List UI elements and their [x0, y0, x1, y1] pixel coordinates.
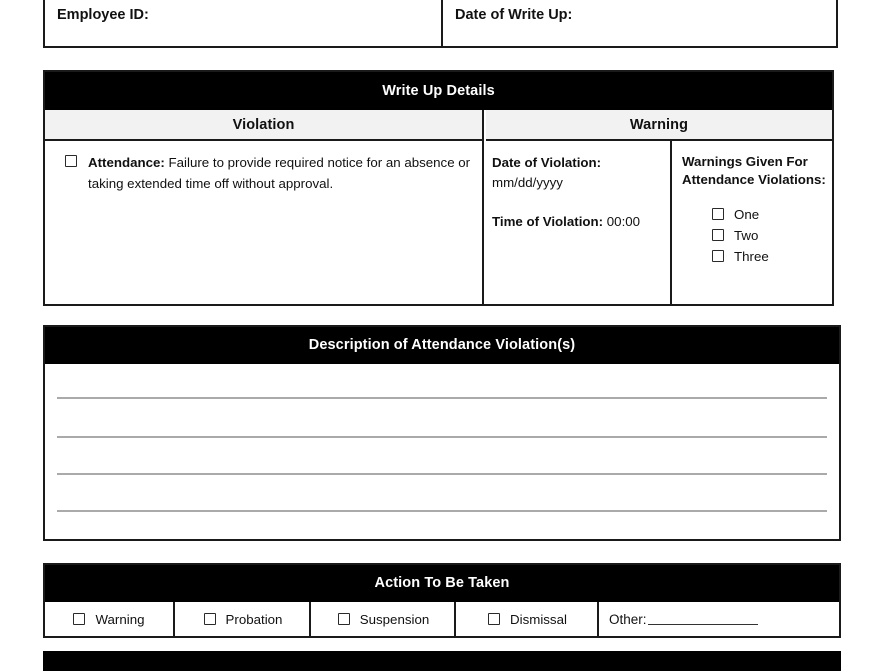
- warning-count-two-checkbox[interactable]: [712, 229, 724, 241]
- action-other-label: Other:: [609, 611, 647, 627]
- warning-count-one-checkbox[interactable]: [712, 208, 724, 220]
- description-writing-area[interactable]: [45, 364, 839, 539]
- employee-identity-table: [43, 0, 838, 48]
- action-suspension-checkbox[interactable]: [338, 613, 350, 625]
- action-options-row: [45, 602, 839, 636]
- write-up-details-body: [45, 141, 832, 304]
- write-up-details-header: Write Up Details: [45, 72, 832, 110]
- description-rule-line: [57, 473, 827, 475]
- violation-datetime-content: [486, 141, 670, 232]
- time-of-violation-label: Time of Violation:: [492, 213, 604, 229]
- warnings-count-options: [682, 207, 826, 264]
- date-of-violation-label: Date of Violation:: [492, 155, 602, 170]
- time-of-violation-row: [492, 212, 662, 232]
- warning-count-option-two[interactable]: [712, 228, 826, 243]
- action-option-dismissal[interactable]: [458, 602, 599, 636]
- warning-count-three-checkbox[interactable]: [712, 250, 724, 262]
- date-of-write-up-label: Date of Write Up:: [455, 7, 573, 23]
- action-to-be-taken-block: [43, 563, 841, 638]
- action-option-suspension[interactable]: [313, 602, 456, 636]
- violation-datetime-cell: [486, 141, 672, 304]
- action-probation-checkbox[interactable]: [204, 613, 216, 625]
- action-other-input[interactable]: [648, 613, 758, 625]
- date-of-write-up-cell[interactable]: [443, 0, 836, 46]
- action-probation-label: Probation: [225, 611, 283, 627]
- employee-id-cell[interactable]: [45, 0, 441, 46]
- warning-count-option-one[interactable]: [712, 207, 826, 222]
- attendance-violation-text: [88, 153, 472, 194]
- attendance-violation-row[interactable]: [45, 141, 482, 194]
- warning-count-three-label: Three: [734, 248, 769, 264]
- column-header-warning: Warning: [486, 110, 832, 141]
- action-option-probation[interactable]: [177, 602, 311, 636]
- warning-count-option-three[interactable]: [712, 249, 826, 264]
- employee-id-label: Employee ID:: [57, 7, 149, 23]
- time-of-violation-value[interactable]: 00:00: [606, 213, 641, 229]
- date-of-violation-value[interactable]: mm/dd/yyyy: [492, 174, 563, 190]
- warning-count-one-label: One: [734, 206, 760, 222]
- warnings-given-cell: [674, 141, 832, 304]
- attendance-violation-checkbox[interactable]: [65, 155, 77, 167]
- action-warning-label: Warning: [95, 611, 145, 627]
- action-dismissal-checkbox[interactable]: [488, 613, 500, 625]
- next-section-header-bar: [43, 651, 841, 671]
- warnings-given-title: Warnings Given For Attendance Violations:: [682, 154, 826, 187]
- description-block: [43, 325, 841, 541]
- description-rule-line: [57, 397, 827, 399]
- violation-cell: [45, 141, 484, 304]
- warning-count-two-label: Two: [734, 227, 759, 243]
- attendance-violation-term: Attendance:: [88, 155, 165, 170]
- action-dismissal-label: Dismissal: [510, 611, 567, 627]
- column-header-violation: Violation: [45, 110, 484, 141]
- action-warning-checkbox[interactable]: [73, 613, 85, 625]
- description-rule-line: [57, 510, 827, 512]
- write-up-details-column-headers: [45, 110, 832, 141]
- action-option-other[interactable]: [601, 602, 839, 636]
- action-to-be-taken-header: Action To Be Taken: [45, 565, 839, 602]
- action-suspension-label: Suspension: [359, 611, 430, 627]
- description-rule-line: [57, 436, 827, 438]
- action-option-warning[interactable]: [45, 602, 175, 636]
- warnings-given-content: [674, 141, 832, 264]
- description-header: Description of Attendance Violation(s): [45, 327, 839, 364]
- attendance-violation-description: Failure to provide required notice for an absence or taking extended time off without approval.: [88, 155, 471, 191]
- write-up-details-table: [43, 70, 834, 306]
